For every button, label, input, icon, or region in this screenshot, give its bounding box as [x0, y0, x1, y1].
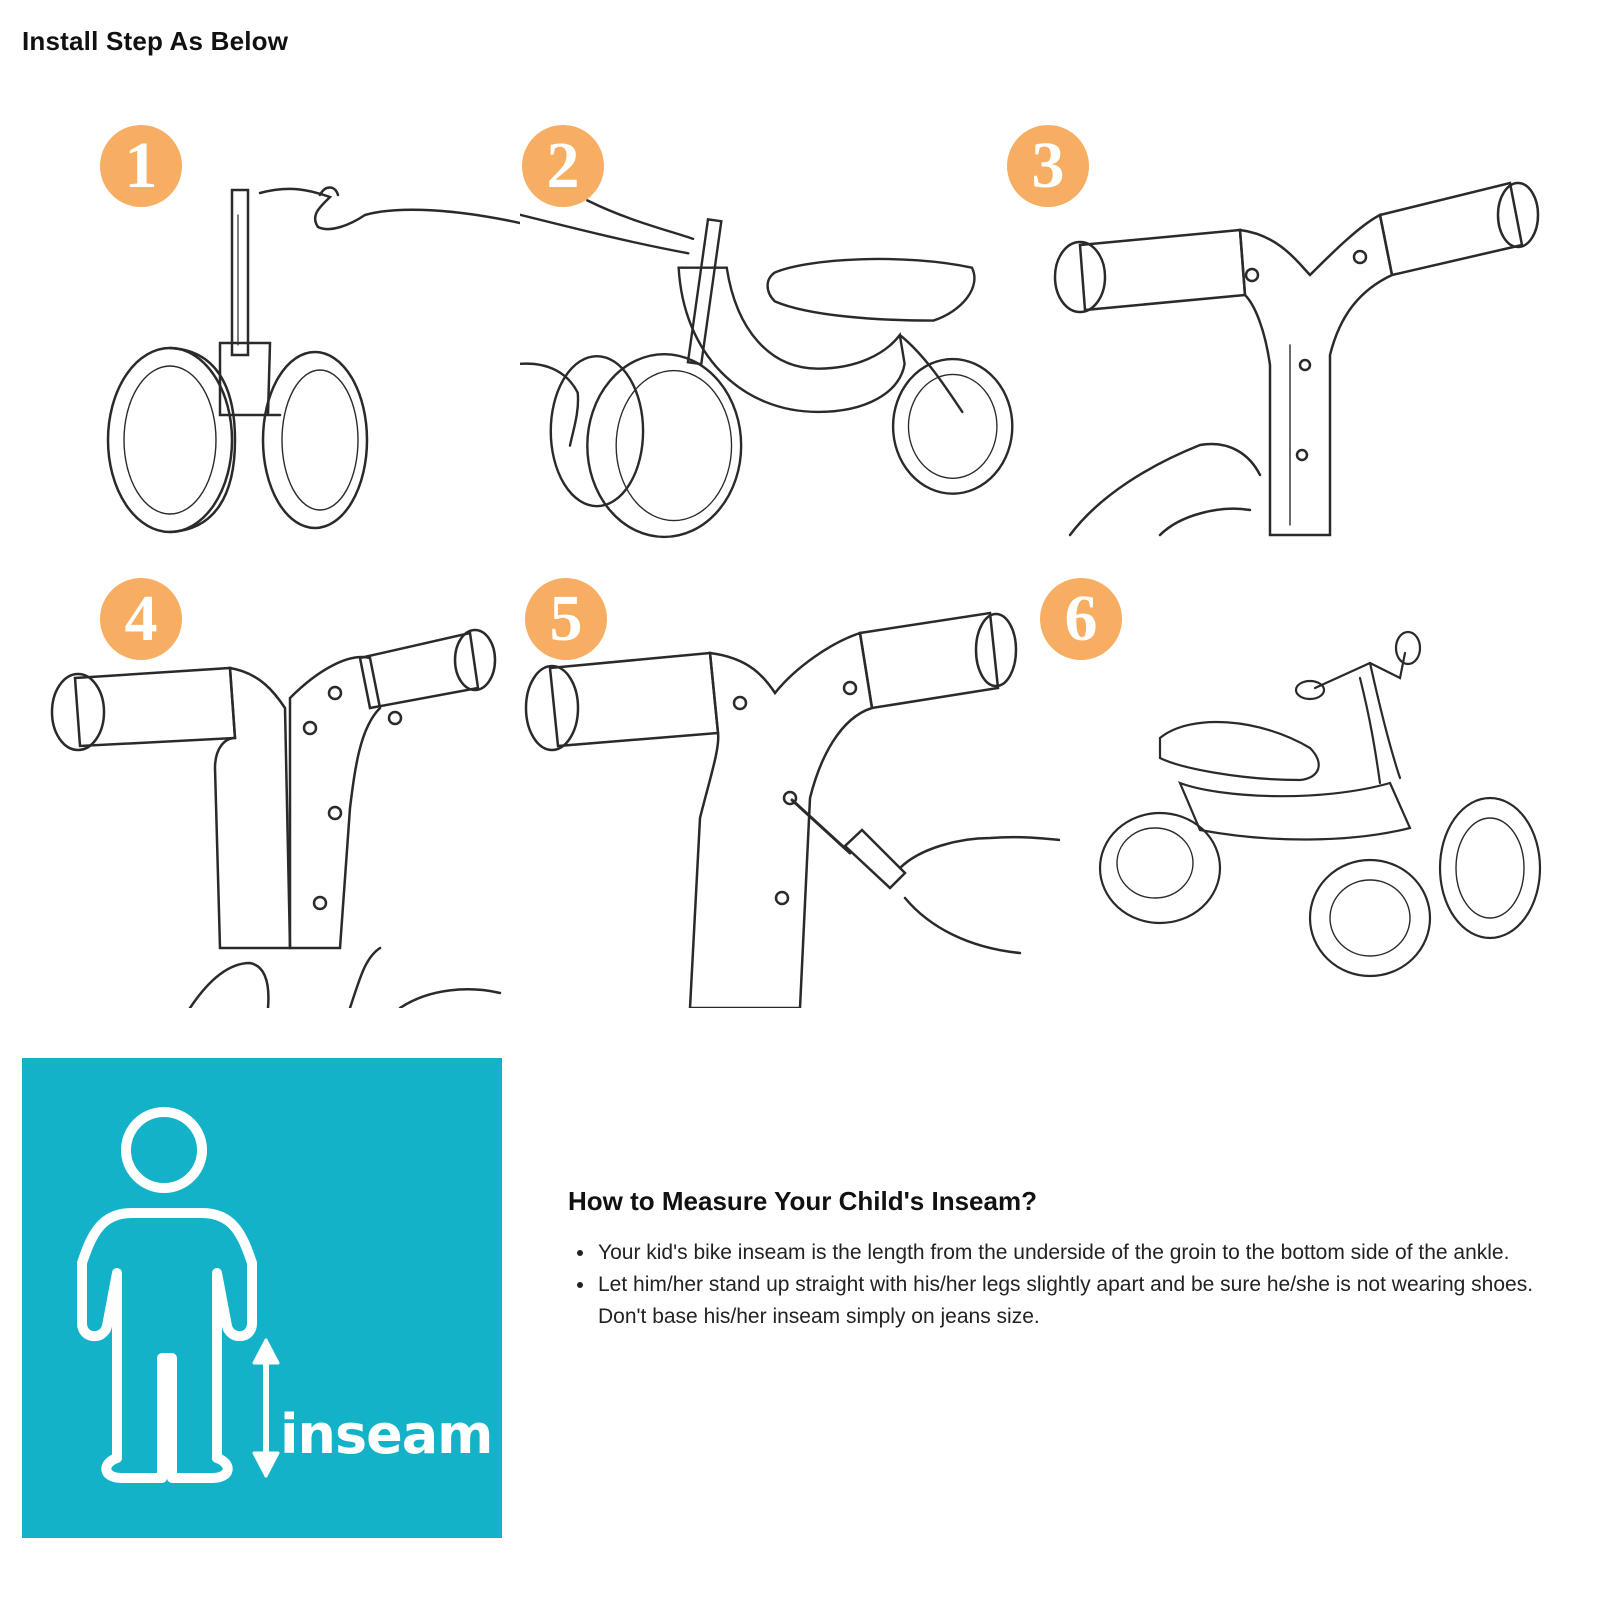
step-5-illustration — [520, 568, 1060, 1008]
measure-section — [568, 1186, 1568, 1333]
list-item: • Your kid's bike inseam is the length from the underside of the groin to the bottom side of the ankle. — [596, 1237, 1568, 1269]
finished-balance-bike-icon — [1070, 568, 1590, 1008]
step-number-badge: 1 — [100, 125, 182, 207]
step-number-badge: 5 — [525, 578, 607, 660]
step-2-illustration — [520, 115, 1020, 555]
step-3-illustration — [1031, 115, 1580, 555]
page-heading: Install Step As Below — [22, 26, 289, 56]
handlebar-attach-icon — [20, 568, 520, 1008]
measure-list — [568, 1237, 1568, 1333]
step-number-badge: 6 — [1040, 578, 1122, 660]
step-4-illustration — [20, 568, 520, 1008]
handlebar-stem-icon — [1040, 115, 1580, 555]
step-number-badge: 4 — [100, 578, 182, 660]
step-6-illustration — [1064, 568, 1590, 1008]
step-1-illustration — [20, 115, 520, 555]
step-number-badge: 3 — [1007, 125, 1089, 207]
step-number-badge: 2 — [522, 125, 604, 207]
inseam-panel — [22, 1058, 502, 1538]
wheel-axle-assembly-icon — [20, 115, 520, 555]
list-item: • Let him/her stand up straight with his/her legs slightly apart and be sure he/she is not wearing shoes. Don't base his/her inseam simply on jeans size. — [596, 1269, 1568, 1333]
child-figure-icon — [22, 1058, 502, 1538]
inseam-label: inseam — [280, 1403, 493, 1466]
measure-title: How to Measure Your Child's Inseam? — [568, 1186, 1037, 1216]
